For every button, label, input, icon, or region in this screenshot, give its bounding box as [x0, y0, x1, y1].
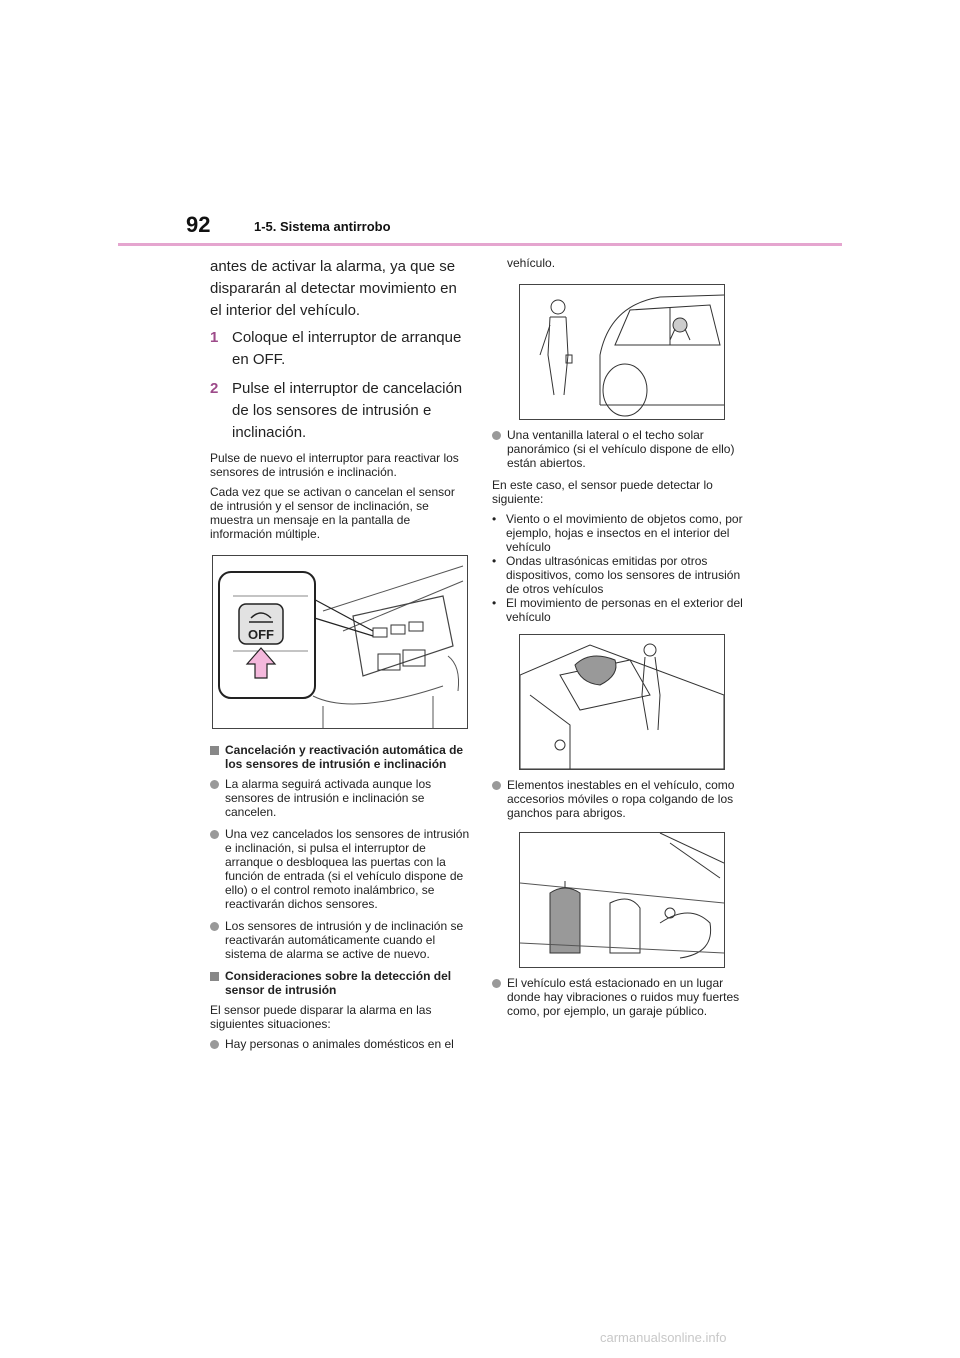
continuation-text: vehículo.	[507, 256, 556, 270]
bullet-text: Una vez cancelados los sensores de intrusión e inclinación, si pulsa el interruptor de arranque o desbloquea las puertas con la función de entrada (si el vehículo dispone de ello) o el control remoto inalámbrico, se reactivarán dichos sensores.	[225, 827, 470, 911]
heading-text: Cancelación y reactivación automática de los sensores de intrusión e inclinación	[225, 743, 464, 771]
bullet-item	[210, 1037, 470, 1051]
overhead-console-illustration	[213, 556, 467, 728]
detection-intro: En este caso, el sensor puede detectar lo siguiente:	[492, 478, 713, 506]
dot-bullet-icon	[210, 830, 219, 839]
list-item: • El movimiento de personas en el exterior del vehículo	[492, 596, 752, 624]
figure-cancel-switch	[212, 555, 468, 729]
dot-bullet-icon	[210, 922, 219, 931]
dot-bullet-icon	[210, 1040, 219, 1049]
list-item-text: Viento o el movimiento de objetos como, por ejemplo, hojas e insectos en el interior del vehículo	[506, 512, 743, 554]
situations-intro: El sensor puede disparar la alarma en las siguientes situaciones:	[210, 1003, 432, 1031]
bullet-text: Elementos inestables en el vehículo, como accesorios móviles o ropa colgando de los ganchos para abrigos.	[507, 778, 735, 820]
step-number: 1	[210, 329, 219, 346]
step-2	[210, 378, 470, 444]
header-rule	[118, 243, 842, 246]
figure-pet-in-car	[519, 284, 725, 420]
figure-hanging-clothes	[519, 832, 725, 968]
dot-bullet-icon	[210, 780, 219, 789]
bullet-text: Hay personas o animales domésticos en el	[225, 1037, 454, 1051]
note-message: Cada vez que se activan o cancelan el sensor de intrusión y el sensor de inclinación, se muestra un mensaje en la pantalla de información múltiple.	[210, 485, 455, 541]
step-1	[210, 327, 470, 371]
list-item-text: Ondas ultrasónicas emitidas por otros dispositivos, como los sensores de intrusión de otros vehículos	[506, 554, 741, 596]
square-bullet-icon	[210, 972, 219, 981]
bullet-item	[210, 827, 470, 911]
bullet-item	[210, 919, 470, 961]
off-label: OFF	[248, 627, 274, 642]
bullet-text: Los sensores de intrusión y de inclinación se reactivarán automáticamente cuando el sistema de alarma se active de nuevo.	[225, 919, 464, 961]
page-number: 92	[186, 212, 211, 237]
bullet-item	[492, 976, 752, 1018]
intro-text: antes de activar la alarma, ya que se dispararán al detectar movimiento en el interior del vehículo.	[210, 258, 457, 319]
dot-bullet-icon	[492, 431, 501, 440]
bullet-text: El vehículo está estacionado en un lugar donde hay vibraciones o ruidos muy fuertes como, por ejemplo, un garaje público.	[507, 976, 740, 1018]
coat-hook-illustration	[520, 833, 724, 967]
bullet-item	[492, 778, 752, 820]
square-bullet-icon	[210, 746, 219, 755]
bullet-text: Una ventanilla lateral o el techo solar panorámico (si el vehículo dispone de ello) están abiertos.	[507, 428, 735, 470]
person-and-dog-illustration	[520, 285, 724, 419]
bullet-text: La alarma seguirá activada aunque los sensores de intrusión e inclinación se cancelen.	[225, 777, 432, 819]
list-item: • Ondas ultrasónicas emitidas por otros dispositivos, como los sensores de intrusión de otros vehículos	[492, 554, 752, 596]
heading-auto-reactivation	[210, 743, 470, 771]
step-text: Coloque el interruptor de arranque en OFF.	[232, 329, 462, 368]
note-reactivate: Pulse de nuevo el interruptor para reactivar los sensores de intrusión e inclinación.	[210, 451, 459, 479]
step-number: 2	[210, 380, 219, 397]
bullet-item	[492, 428, 752, 470]
list-item: • Viento o el movimiento de objetos como, por ejemplo, hojas e insectos en el interior del vehículo	[492, 512, 752, 554]
dot-bullet-icon	[492, 979, 501, 988]
heading-text: Consideraciones sobre la detección del sensor de intrusión	[225, 969, 452, 997]
detection-list	[492, 512, 752, 624]
figure-open-sunroof	[519, 634, 725, 770]
list-item-text: El movimiento de personas en el exterior del vehículo	[506, 596, 743, 624]
watermark: carmanualsonline.info	[600, 1330, 727, 1345]
dot-bullet-icon	[492, 781, 501, 790]
step-text: Pulse el interruptor de cancelación de los sensores de intrusión e inclinación.	[232, 380, 463, 441]
bullet-item	[210, 777, 470, 819]
heading-intrusion-considerations	[210, 969, 470, 997]
right-column	[492, 256, 752, 1026]
left-column	[210, 256, 470, 1059]
section-title: 1-5. Sistema antirrobo	[254, 219, 391, 234]
sunroof-leaves-illustration	[520, 635, 724, 769]
